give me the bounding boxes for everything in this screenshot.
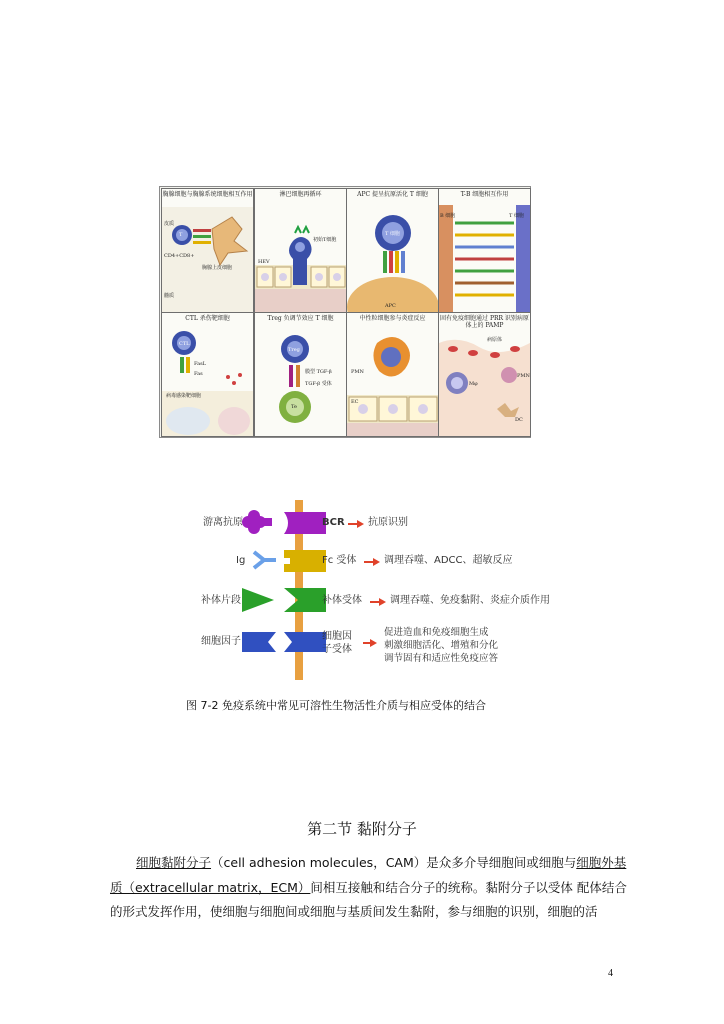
arrow (370, 601, 380, 603)
paragraph-line: 的形式发挥作用，使细胞与细胞间或细胞与基质间发生黏附，参与细胞的识别，细胞的活 (110, 904, 598, 919)
cd-label: CD4+CD8+ (164, 253, 195, 259)
te-label: Te (291, 404, 297, 410)
text-span: 间相互接触和结合分子的统称。黏附分子以受体 配体结合 (310, 880, 627, 895)
apc-illustration (347, 189, 438, 312)
receptor-label: 细胞因 子受体 (322, 631, 352, 655)
tgf-receptor-label: TGF-β 受体 (305, 381, 332, 387)
t-cell-label: T 细胞 (385, 231, 400, 237)
ctl-illustration (162, 313, 253, 436)
arrow (364, 561, 374, 563)
panel-tb (438, 188, 531, 313)
ligand-label: 游离抗原 (203, 517, 243, 528)
paragraph-line (136, 856, 626, 870)
ctl-label: CTL (179, 341, 190, 347)
tb-illustration (439, 189, 530, 312)
receptor-label: 补体受体 (322, 595, 362, 606)
recirculation-illustration (255, 189, 346, 312)
t-label: T (179, 232, 183, 238)
function-label: 促进造血和免疫细胞生成 刺激细胞活化、增殖和分化 调节固有和适应性免疫应答 (384, 627, 499, 664)
naive-t-label: 初始T细胞 (313, 237, 337, 243)
medulla-label: 髓质 (164, 293, 175, 299)
panel-apc (346, 188, 439, 313)
ligand-label: 补体片段 (201, 595, 241, 606)
complement-receptor-shape (284, 588, 326, 612)
panel-treg (254, 312, 347, 437)
bcr-shape (284, 512, 326, 534)
panel-title: Treg 负调节效应 T 细胞 (267, 315, 334, 322)
thymus-illustration (162, 189, 253, 312)
pathogen-label: 病原体 (487, 337, 503, 343)
panel-title: CTL 杀伤靶细胞 (185, 315, 230, 322)
panel-title: T-B 细胞相互作用 (460, 191, 509, 198)
panel-ctl (161, 312, 254, 437)
free-antigen-shape (242, 510, 272, 534)
cortex-label: 皮质 (164, 221, 175, 227)
panel-title: 淋巴细胞再循环 (279, 191, 322, 198)
pmn-label: PMN (517, 373, 530, 379)
ig-shape (254, 552, 276, 568)
receptor-label: BCR (322, 517, 345, 528)
b-cell-label: B 细胞 (440, 213, 456, 219)
pmn-label: PMN (351, 369, 364, 375)
arrow (363, 642, 371, 644)
tgf-membrane-label: 膜型 TGF-β (305, 369, 332, 375)
target-cell-label: 病毒感染靶细胞 (166, 393, 202, 399)
fc-receptor-shape (284, 550, 326, 572)
function-label: 抗原识别 (368, 517, 408, 528)
epithelial-label: 胸腺上皮细胞 (202, 265, 233, 271)
paragraph-line (110, 881, 627, 895)
function-label: 调理吞噬、免疫黏附、炎症介质作用 (390, 595, 550, 606)
function-label: 调理吞噬、ADCC、超敏反应 (384, 555, 513, 566)
cytokine-shape (242, 632, 276, 652)
panel-title: 中性粒细胞参与炎症反应 (359, 315, 426, 322)
complement-fragment-shape (242, 588, 274, 612)
fas-label: Fas (194, 371, 203, 377)
cytokine-receptor-shape (284, 632, 326, 652)
fasl-label: FasL (194, 361, 206, 367)
receptor-shapes (240, 500, 330, 685)
t-cell-label: T 细胞 (509, 213, 524, 219)
text-span: （cell adhesion molecules，CAM）是众多介导细胞间或细胞与 (211, 855, 577, 870)
panel-neutrophil (346, 312, 439, 437)
panel-title: APC 提呈抗原活化 T 细胞 (357, 191, 428, 198)
section-heading: 第二节 黏附分子 (307, 820, 417, 838)
term-link: 细胞黏附分子 (136, 855, 212, 870)
panel-recirculation (254, 188, 347, 313)
term-link: 细胞外基 (576, 855, 627, 870)
ec-label: EC (351, 399, 359, 405)
arrow (348, 523, 358, 525)
treg-label: Treg (288, 347, 300, 353)
dc-label: DC (515, 417, 523, 423)
panel-title: 胸腺细胞与胸腺系统细胞相互作用 (162, 191, 253, 198)
treg-illustration (255, 313, 346, 436)
apc-label: APC (385, 303, 396, 309)
immune-interaction-figure (159, 186, 531, 438)
figure-caption: 图 7-2 免疫系统中常见可溶性生物活性介质与相应受体的结合 (186, 699, 486, 712)
panel-thymocyte (161, 188, 254, 313)
macrophage-label: Mφ (469, 381, 478, 387)
term-link: 质（extracellular matrix，ECM） (110, 880, 311, 895)
panel-prr (438, 312, 531, 437)
page-number: 4 (608, 968, 613, 979)
hev-label: HEV (258, 259, 270, 265)
ligand-label: Ig (236, 555, 246, 566)
panel-title: 固有免疫细胞通过 PRR 识别病原体上的 PAMP (440, 315, 529, 329)
ligand-label: 细胞因子 (201, 636, 241, 647)
receptor-label: Fc 受体 (322, 555, 357, 566)
